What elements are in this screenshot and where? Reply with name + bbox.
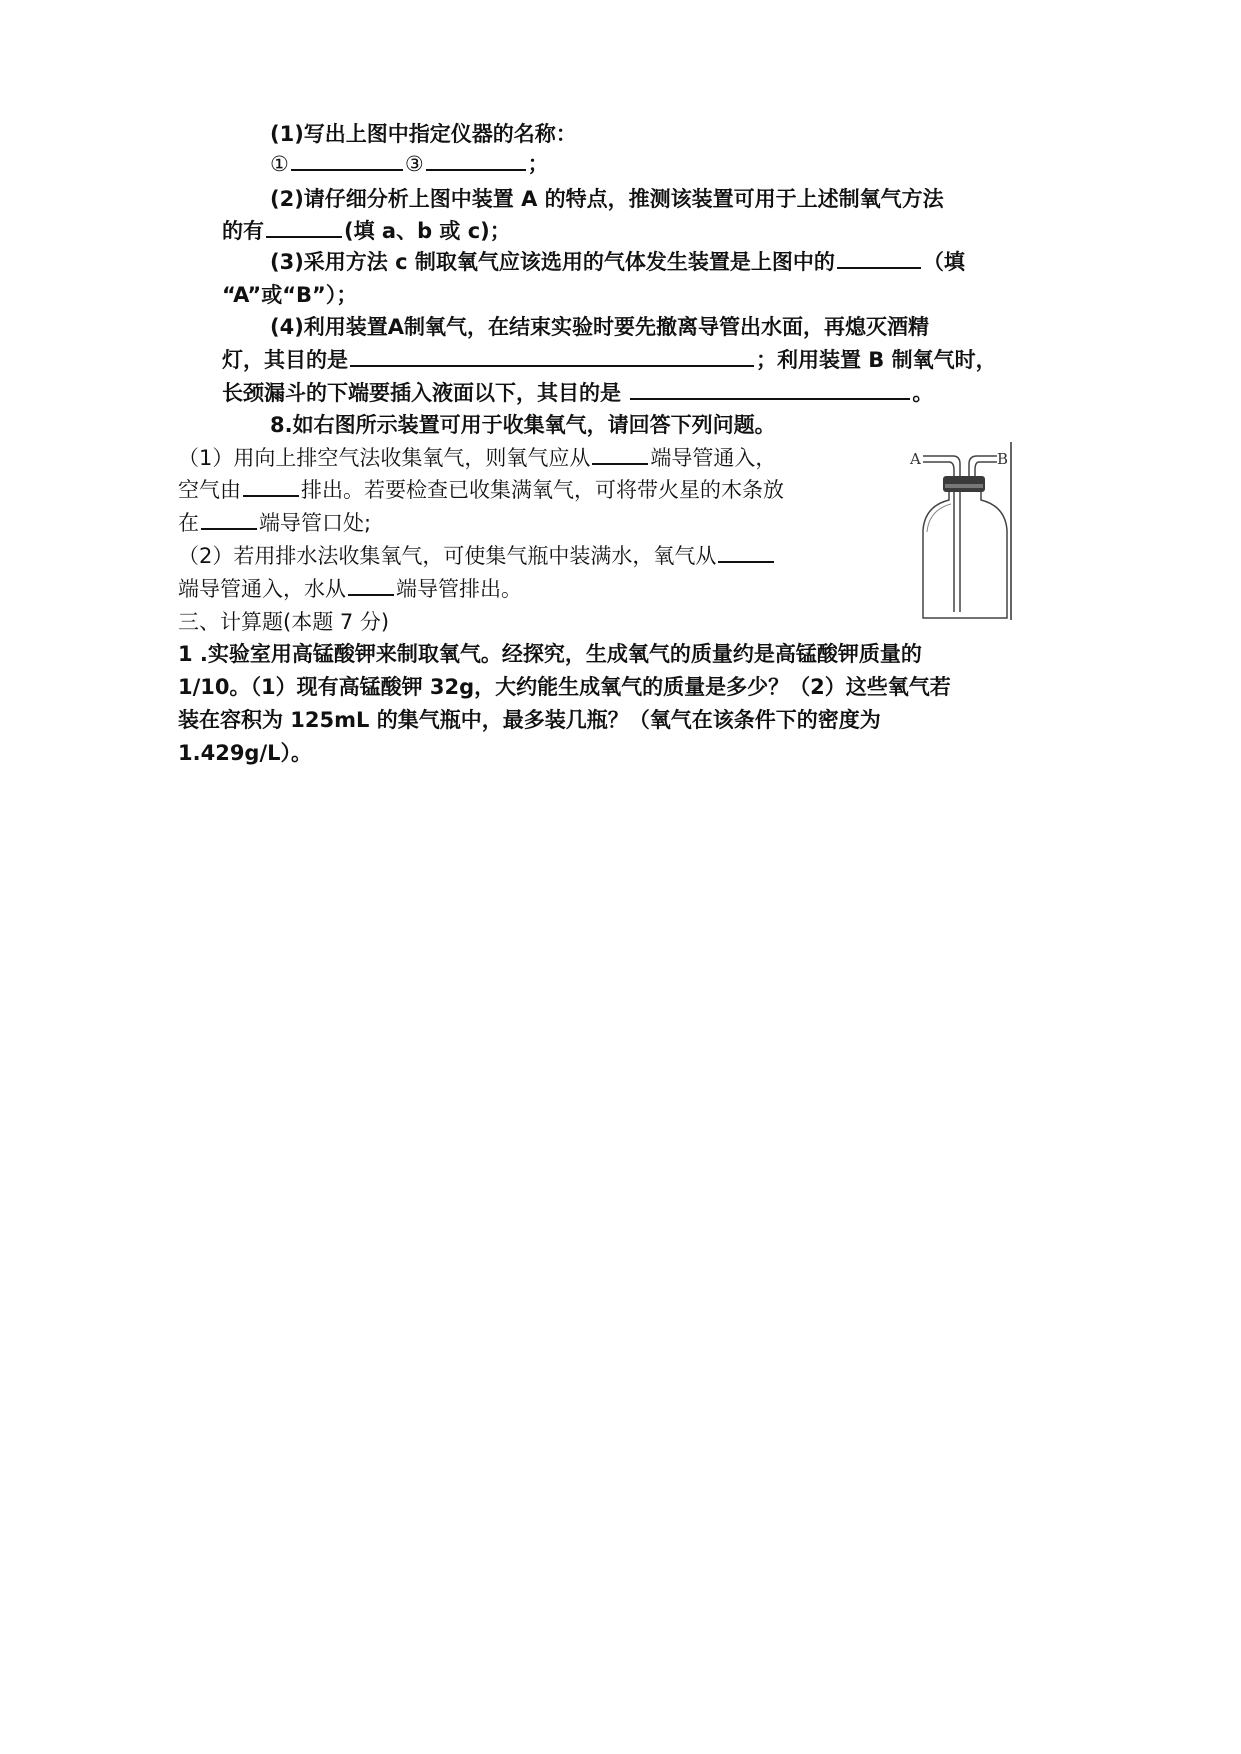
answer-blank-q8-4: [718, 541, 774, 563]
label-A: A: [910, 450, 921, 468]
q7-part4-line2: 灯，其目的是 ；利用装置 B 制氧气时，: [222, 345, 997, 375]
section3-q1-line2: 1/10。（1）现有高锰酸钾 32g，大约能生成氧气的质量是多少？（2）这些氧气若: [178, 675, 951, 699]
answer-blank-part4a: [350, 345, 754, 367]
answer-blank-part4b: [630, 378, 910, 400]
q7-part4-line1: (4)利用装置A制氧气，在结束实验时要先撤离导管出水面，再熄灭酒精: [270, 315, 930, 339]
answer-blank-q8-5: [348, 574, 394, 596]
section3-title: 三、计算题(本题 7 分): [178, 610, 390, 634]
section3-q1-line1: 1 .实验室用高锰酸钾来制取氧气。经探究，生成氧气的质量约是高锰酸钾质量的: [178, 642, 922, 666]
q8-part1-line1: （1）用向上排空气法收集氧气，则氧气应从 端导管通入，: [178, 443, 776, 473]
q8-part2-line1: （2）若用排水法收集氧气，可使集气瓶中装满水，氧气从: [178, 541, 776, 571]
circled-1: ①: [270, 152, 289, 176]
q7-part4-line3: 长颈漏斗的下端要插入液面以下，其目的是 。: [222, 378, 933, 408]
answer-blank-q8-2: [243, 475, 299, 497]
answer-blank-part3: [837, 247, 921, 269]
answer-blank-3: [426, 149, 526, 171]
circled-3: ③: [404, 152, 424, 176]
q8-part1-line3: 在 端导管口处;: [178, 508, 371, 538]
section3-q1-line4: 1.429g/L）。: [178, 741, 313, 765]
q8-part2-line2: 端导管通入，水从 端导管排出。: [178, 574, 522, 604]
q8-title: 8.如右图所示装置可用于收集氧气，请回答下列问题。: [270, 413, 776, 437]
answer-blank-q8-3: [201, 508, 257, 530]
q8-part1-line2: 空气由 排出。若要检查已收集满氧气，可将带火星的木条放: [178, 475, 784, 505]
label-B: B: [997, 450, 1009, 468]
gas-collection-bottle-figure: [905, 440, 1017, 622]
answer-blank-q8-1: [592, 443, 648, 465]
q7-part2-line1: (2)请仔细分析上图中装置 A 的特点，推测该装置可用于上述制氧气方法: [270, 187, 944, 211]
q7-part2-line2: 的有 (填 a、b 或 c)；: [222, 216, 511, 246]
q7-part3-line2: “A”或“B”）；: [222, 283, 358, 307]
q7-part1-prompt: (1)写出上图中指定仪器的名称：: [270, 122, 577, 146]
answer-blank-part2: [266, 216, 342, 238]
section3-q1-line3: 装在容积为 125mL 的集气瓶中，最多装几瓶？（氧气在该条件下的密度为: [178, 708, 881, 732]
q7-part3-line1: (3)采用方法 c 制取氧气应该选用的气体发生装置是上图中的 （填: [270, 247, 965, 277]
answer-blank-1: [291, 149, 403, 171]
q7-part1-answers: ① ③ ；: [270, 149, 549, 179]
